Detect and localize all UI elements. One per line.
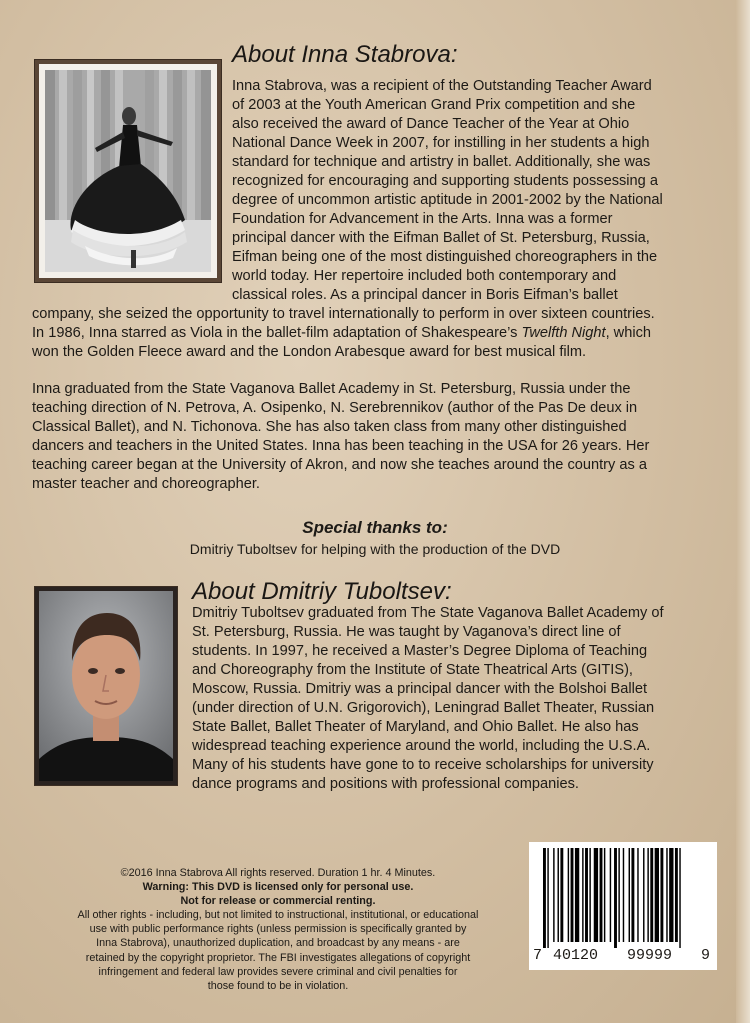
barcode-bar — [666, 848, 667, 942]
inna-heading: About Inna Stabrova: — [232, 41, 458, 68]
bio-line: St. Petersburg, Russia. He was taught by Vaganova’s direct line of — [192, 624, 621, 640]
bio-text: In 1986, Inna starred as Viola in the ballet-film adaptation of Shakespeare’s — [32, 325, 522, 341]
copyright-line: ©2016 Inna Stabrova All rights reserved. Duration 1 hr. 4 Minutes. — [120, 867, 436, 879]
rights-line: All other rights - including, but not limited to instructional, institutional, or educational — [77, 909, 479, 922]
education-line: Inna graduated from the State Vaganova Ballet Academy in St. Petersburg, Russia under the — [32, 381, 631, 397]
bio-line: Foundation for Advancement in the Arts. Inna was a former — [232, 211, 613, 227]
dmitriy-portrait-photo — [39, 591, 173, 781]
barcode-bar — [650, 848, 653, 942]
barcode-digit-group: 9 — [701, 947, 711, 964]
barcode-bar — [604, 848, 605, 942]
rights-line: infringement and federal law provides severe criminal and civil penalties for — [98, 965, 458, 978]
barcode-bar — [547, 848, 548, 948]
barcode-bar — [600, 848, 603, 942]
barcode-bar — [618, 848, 619, 942]
barcode-bar — [610, 848, 611, 942]
barcode-bar — [594, 848, 598, 942]
barcode-bar — [585, 848, 588, 942]
bio-line: degree of uncommon artistic aptitude in 2001-2002 by the National — [232, 192, 663, 208]
inna-photo-frame — [34, 59, 222, 283]
bio-line: widespread teaching experience around the world, including the U.S.A. — [192, 738, 651, 754]
bio-line: and Choreography from the Institute of State Theatrical Arts (GITIS), — [192, 662, 633, 678]
barcode-digits — [529, 947, 717, 965]
barcode-bar — [675, 848, 678, 942]
bio-line: of 2003 at the Youth American Grand Prix competition and she — [232, 97, 636, 113]
special-thanks-text: Dmitriy Tuboltsev for helping with the production of the DVD — [189, 541, 561, 557]
education-line: teaching direction of N. Petrova, A. Osipenko, N. Serebrennikov (author of the Pas De deux in — [32, 400, 638, 416]
bio-line: (under direction of U.N. Grigorovich), Leningrad Ballet Theater, Russian — [192, 700, 655, 716]
bio-line: won the Golden Fleece award and the London Arabesque award for best musical film. — [32, 344, 587, 360]
film-title: Twelfth Night — [521, 325, 606, 341]
cover-spine-edge — [736, 0, 750, 1023]
barcode-bar — [575, 848, 579, 942]
bio-line: Inna Stabrova, was a recipient of the Outstanding Teacher Award — [232, 78, 652, 94]
bio-line: principal dancer with the Eifman Ballet of St. Petersburg, Russia, — [232, 230, 650, 246]
barcode-digit-group: 40120 — [553, 947, 599, 964]
barcode-bar — [679, 848, 680, 948]
barcode-bar — [631, 848, 634, 942]
rights-line: Inna Stabrova), unauthorized duplication, and broadcast by any means - are — [96, 937, 460, 950]
barcode-bar — [553, 848, 554, 942]
bio-line: Eifman being one of the most distinguished choreographers in the — [232, 249, 658, 265]
bio-text: , which — [605, 325, 651, 341]
bio-line-film — [32, 324, 651, 343]
dmitriy-heading: About Dmitriy Tuboltsev: — [192, 578, 452, 605]
barcode-bar — [560, 848, 563, 942]
barcode-bar — [637, 848, 638, 942]
bio-line: National Dance Week in 2007, for instilling in her students a high — [232, 135, 650, 151]
barcode-bar — [543, 848, 546, 948]
education-line: Classical Ballet), and N. Tichonova. She has also taken class from many other distinguished — [32, 419, 627, 435]
barcode-bar — [629, 848, 630, 942]
barcode-digit-group: 7 — [533, 947, 543, 964]
education-line: dancers and teachers in the United States. Inna has been teaching in the USA for 26 years. Her — [32, 438, 650, 454]
barcode-bar — [568, 848, 569, 942]
rights-line: use with public performance rights (unless permission is specifically granted by — [89, 923, 467, 936]
bio-line: world today. Her repertoire included both contemporary and — [232, 268, 617, 284]
bio-line: recognized for encouraging and supporting students possessing a — [232, 173, 658, 189]
barcode-digit-group: 99999 — [627, 947, 673, 964]
barcode — [529, 842, 717, 970]
bio-line: dance programs and positions with professional companies. — [192, 776, 579, 792]
barcode-bar — [660, 848, 663, 942]
inna-dance-photo — [45, 70, 211, 272]
education-line: teaching career began at the University of Akron, and now she teaches around the country as a — [32, 457, 647, 473]
barcode-bar — [643, 848, 644, 942]
barcode-bar — [589, 848, 590, 942]
barcode-bar — [647, 848, 648, 942]
barcode-bar — [623, 848, 624, 942]
barcode-bar — [582, 848, 583, 942]
bio-line: students. In 1997, he received a Master’s Degree Diploma of Teaching — [192, 643, 648, 659]
dmitriy-photo-frame — [34, 586, 178, 786]
warning-line: Warning: This DVD is licensed only for personal use. — [142, 881, 414, 894]
special-thanks-heading: Special thanks to: — [302, 518, 448, 537]
not-for-release-line: Not for release or commercial renting. — [180, 895, 376, 908]
barcode-bar — [558, 848, 559, 942]
bio-line: standard for technique and artistry in ballet. Additionally, she was — [232, 154, 651, 170]
education-line: master teacher and choreographer. — [32, 476, 260, 492]
barcode-bar — [571, 848, 574, 942]
bio-line: also received the award of Dance Teacher of the Year at Ohio — [232, 116, 630, 132]
rights-line: those found to be in violation. — [207, 979, 349, 992]
bio-line: Dmitriy Tuboltsev graduated from The State Vaganova Ballet Academy of — [192, 605, 664, 621]
barcode-bar — [614, 848, 617, 948]
dancer-image-icon — [45, 70, 211, 272]
bio-line: State Ballet, Ballet Theater of Maryland, and Ohio Ballet. He also has — [192, 719, 639, 735]
legal-notice — [28, 866, 528, 993]
bio-line: classical roles. As a principal dancer in Boris Eifman’s ballet — [232, 287, 618, 303]
barcode-bar — [655, 848, 659, 942]
bio-line: Many of his students have gone to to receive scholarships for university — [192, 757, 654, 773]
barcode-bars-icon — [529, 842, 717, 952]
bio-line: company, she seized the opportunity to travel internationally to perform in over sixteen countries. — [32, 306, 655, 322]
portrait-image-icon — [39, 591, 173, 781]
bio-line: Moscow, Russia. Dmitriy was a principal dancer with the Bolshoi Ballet — [192, 681, 648, 697]
rights-line: retained by the copyright proprietor. The FBI investigates allegations of copyright — [85, 951, 471, 964]
barcode-bar — [669, 848, 673, 942]
